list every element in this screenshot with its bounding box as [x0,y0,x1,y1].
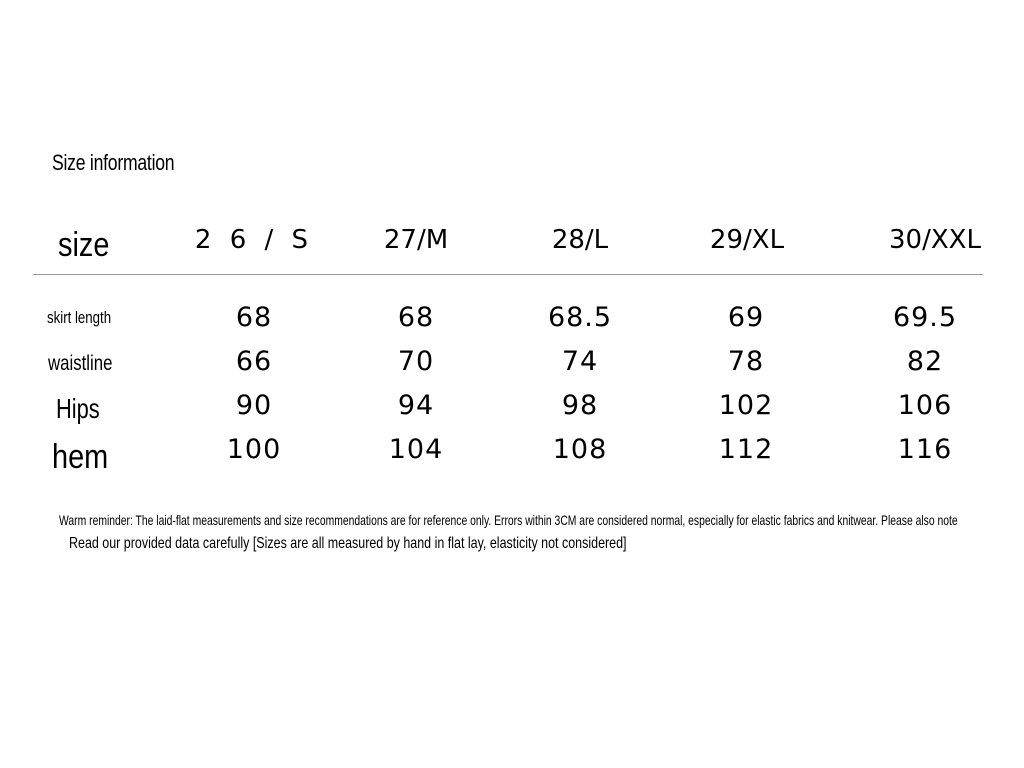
column-header-s: 2 6 / S [194,225,314,255]
table-cell: 69 [727,302,765,333]
table-cell: 68.5 [547,302,613,333]
table-cell: 78 [727,346,765,377]
table-cell: 69.5 [892,302,958,333]
read-carefully-text: Read our provided data carefully [Sizes are all measured by hand in flat lay, elasticity not considered] [69,535,627,552]
table-cell: 74 [561,346,599,377]
table-cell: 66 [235,346,273,377]
table-cell: 108 [552,434,608,465]
table-cell: 100 [226,434,282,465]
column-header-xxl: 30/XXL [889,225,981,255]
column-header-l: 28/L [551,225,609,255]
header-divider [33,274,983,275]
table-cell: 68 [235,302,273,333]
table-cell: 94 [397,390,435,421]
row-label-waistline: waistline [48,352,113,375]
table-cell: 70 [397,346,435,377]
table-cell: 106 [897,390,953,421]
row-label-hips: Hips [56,393,100,424]
size-header-label: size [58,226,110,264]
warm-reminder-text: Warm reminder: The laid-flat measurements and size recommendations are for reference only. Errors within 3CM are considered normal, especially for elastic fabrics and knitwear. Please also note [59,512,958,528]
row-label-skirt-length: skirt length [47,308,112,327]
row-label-hem: hem [52,438,109,476]
column-header-xl: 29/XL [709,225,785,255]
table-cell: 90 [235,390,273,421]
table-cell: 102 [718,390,774,421]
table-cell: 116 [897,434,953,465]
table-cell: 104 [388,434,444,465]
column-header-m: 27/M [383,225,449,255]
page-title: Size information [52,150,175,175]
table-cell: 98 [561,390,599,421]
table-cell: 82 [906,346,944,377]
table-cell: 112 [718,434,774,465]
table-cell: 68 [397,302,435,333]
